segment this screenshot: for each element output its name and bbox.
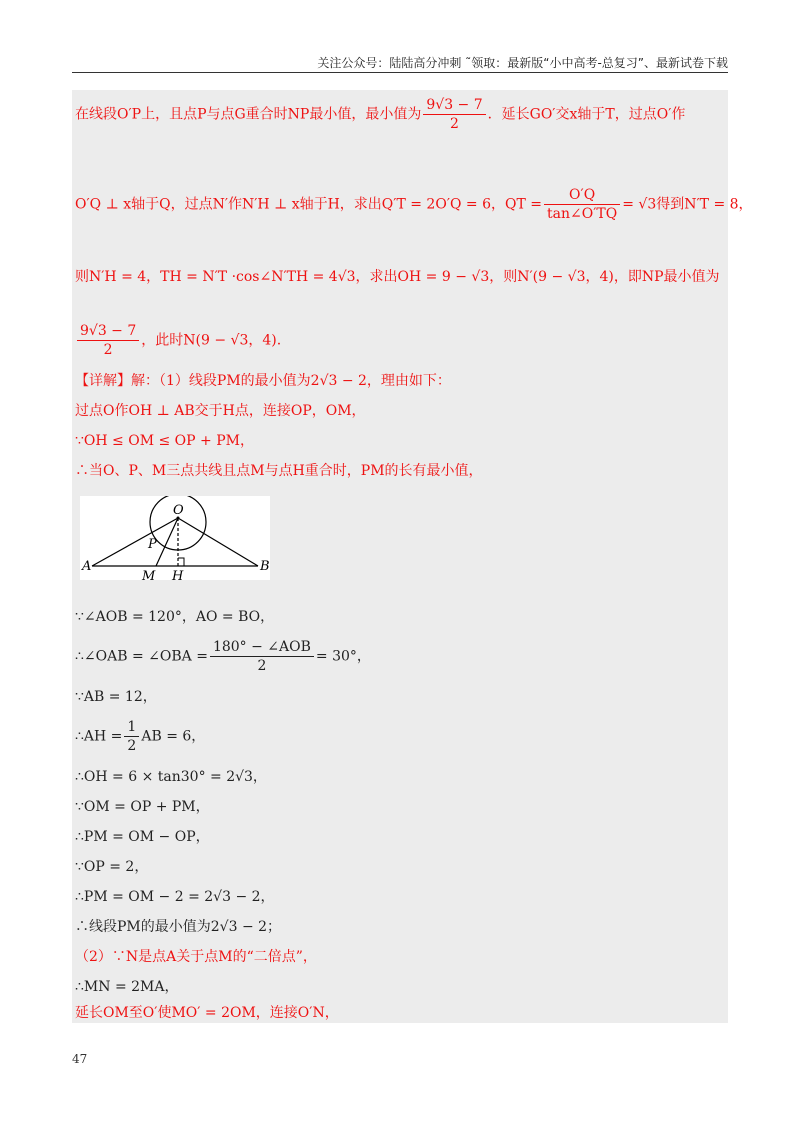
- label-o: O: [173, 503, 184, 518]
- fraction: $\frac{1}{2}$: [124, 718, 139, 755]
- hint-line-2: [75, 186, 753, 223]
- step-text: ∴AH =: [75, 728, 123, 745]
- label-p: P: [148, 537, 157, 552]
- step-text: = 30°，: [315, 648, 371, 665]
- fraction: $\frac{9√3 - 7}{2}$: [423, 96, 485, 133]
- step-3: ∵AB = 12，: [75, 689, 157, 705]
- geometry-diagram: [80, 496, 270, 580]
- header-divider: [72, 72, 728, 73]
- step-13: 延长OM至O′使MO′ = 2OM，连接O′N，: [75, 1005, 339, 1021]
- detail-line-3: ∴当O、P、M三点共线且点M与点H重合时，PM的长有最小值，: [75, 463, 483, 479]
- step-11: （2）∵N是点A关于点M的“二倍点”，: [75, 949, 317, 965]
- label-m: M: [142, 569, 156, 580]
- detail-line-1: 过点O作OH ⊥ AB交于H点，连接OP，OM，: [75, 403, 366, 419]
- label-a: A: [82, 559, 92, 574]
- geometry-figure: [80, 496, 270, 580]
- step-6: ∵OM = OP + PM，: [75, 799, 210, 815]
- hint-text: ，此时N(9 − √3，4).: [141, 332, 282, 349]
- step-text: ∴∠OAB = ∠OBA =: [75, 648, 208, 665]
- fraction: $\frac{\text{180° − ∠AOB}}{2}$: [210, 638, 314, 675]
- step-4: [75, 718, 205, 755]
- hint-line-4: [75, 322, 281, 359]
- hint-text: = √3得到N′T = 8，: [622, 196, 753, 213]
- step-7: ∴PM = OM − OP，: [75, 829, 210, 845]
- hint-text: 在线段O′P上，且点P与点G重合时NP最小值，最小值为: [75, 106, 422, 123]
- step-5: ∴OH = 6 × tan30° = 2√3，: [75, 769, 267, 785]
- fraction: $\frac{9√3 - 7}{2}$: [77, 322, 139, 359]
- segment-bo: [178, 518, 258, 566]
- hint-text: ．延长GO′交x轴于T，过点O′作: [487, 106, 686, 123]
- step-8: ∵OP = 2，: [75, 859, 149, 875]
- step-2: [75, 638, 371, 675]
- hint-line-3: 则N′H = 4，TH = N′T ·cos∠N′TH = 4√3，求出OH = 9 − √3，则N′(9 − √3，4)，即NP最小值为: [75, 269, 720, 285]
- segment-ao: [92, 518, 178, 566]
- step-text: AB = 6，: [141, 728, 206, 745]
- page-number: 47: [72, 1052, 88, 1066]
- hint-text: O′Q ⊥ x轴于Q，过点N′作N′H ⊥ x轴于H，求出Q′T = 2O′Q = 6，QT =: [75, 196, 543, 213]
- detail-heading: 【详解】解：（1）线段PM的最小值为2√3 − 2，理由如下：: [75, 373, 451, 389]
- detail-line-2: ∵OH ≤ OM ≤ OP + PM，: [75, 433, 254, 449]
- step-10: ∴线段PM的最小值为2√3 − 2；: [75, 919, 282, 935]
- fraction: $\frac{O'Q}{\tan\angle O'TQ}$: [544, 186, 620, 223]
- hint-line-1: [75, 96, 685, 133]
- step-9: ∴PM = OM − 2 = 2√3 − 2，: [75, 889, 275, 905]
- solution-content: [72, 90, 753, 1023]
- step-1: ∵∠AOB = 120°，AO = BO，: [75, 609, 275, 625]
- label-h: H: [172, 569, 184, 580]
- step-12: ∴MN = 2MA，: [75, 979, 179, 995]
- label-b: B: [260, 559, 270, 574]
- page-header: 关注公众号：陆陆高分冲刺 ˜领取：最新版“小中高考-总复习”、最新试卷下载: [317, 56, 728, 70]
- segment-om: [156, 518, 178, 566]
- right-angle-mark: [178, 558, 184, 566]
